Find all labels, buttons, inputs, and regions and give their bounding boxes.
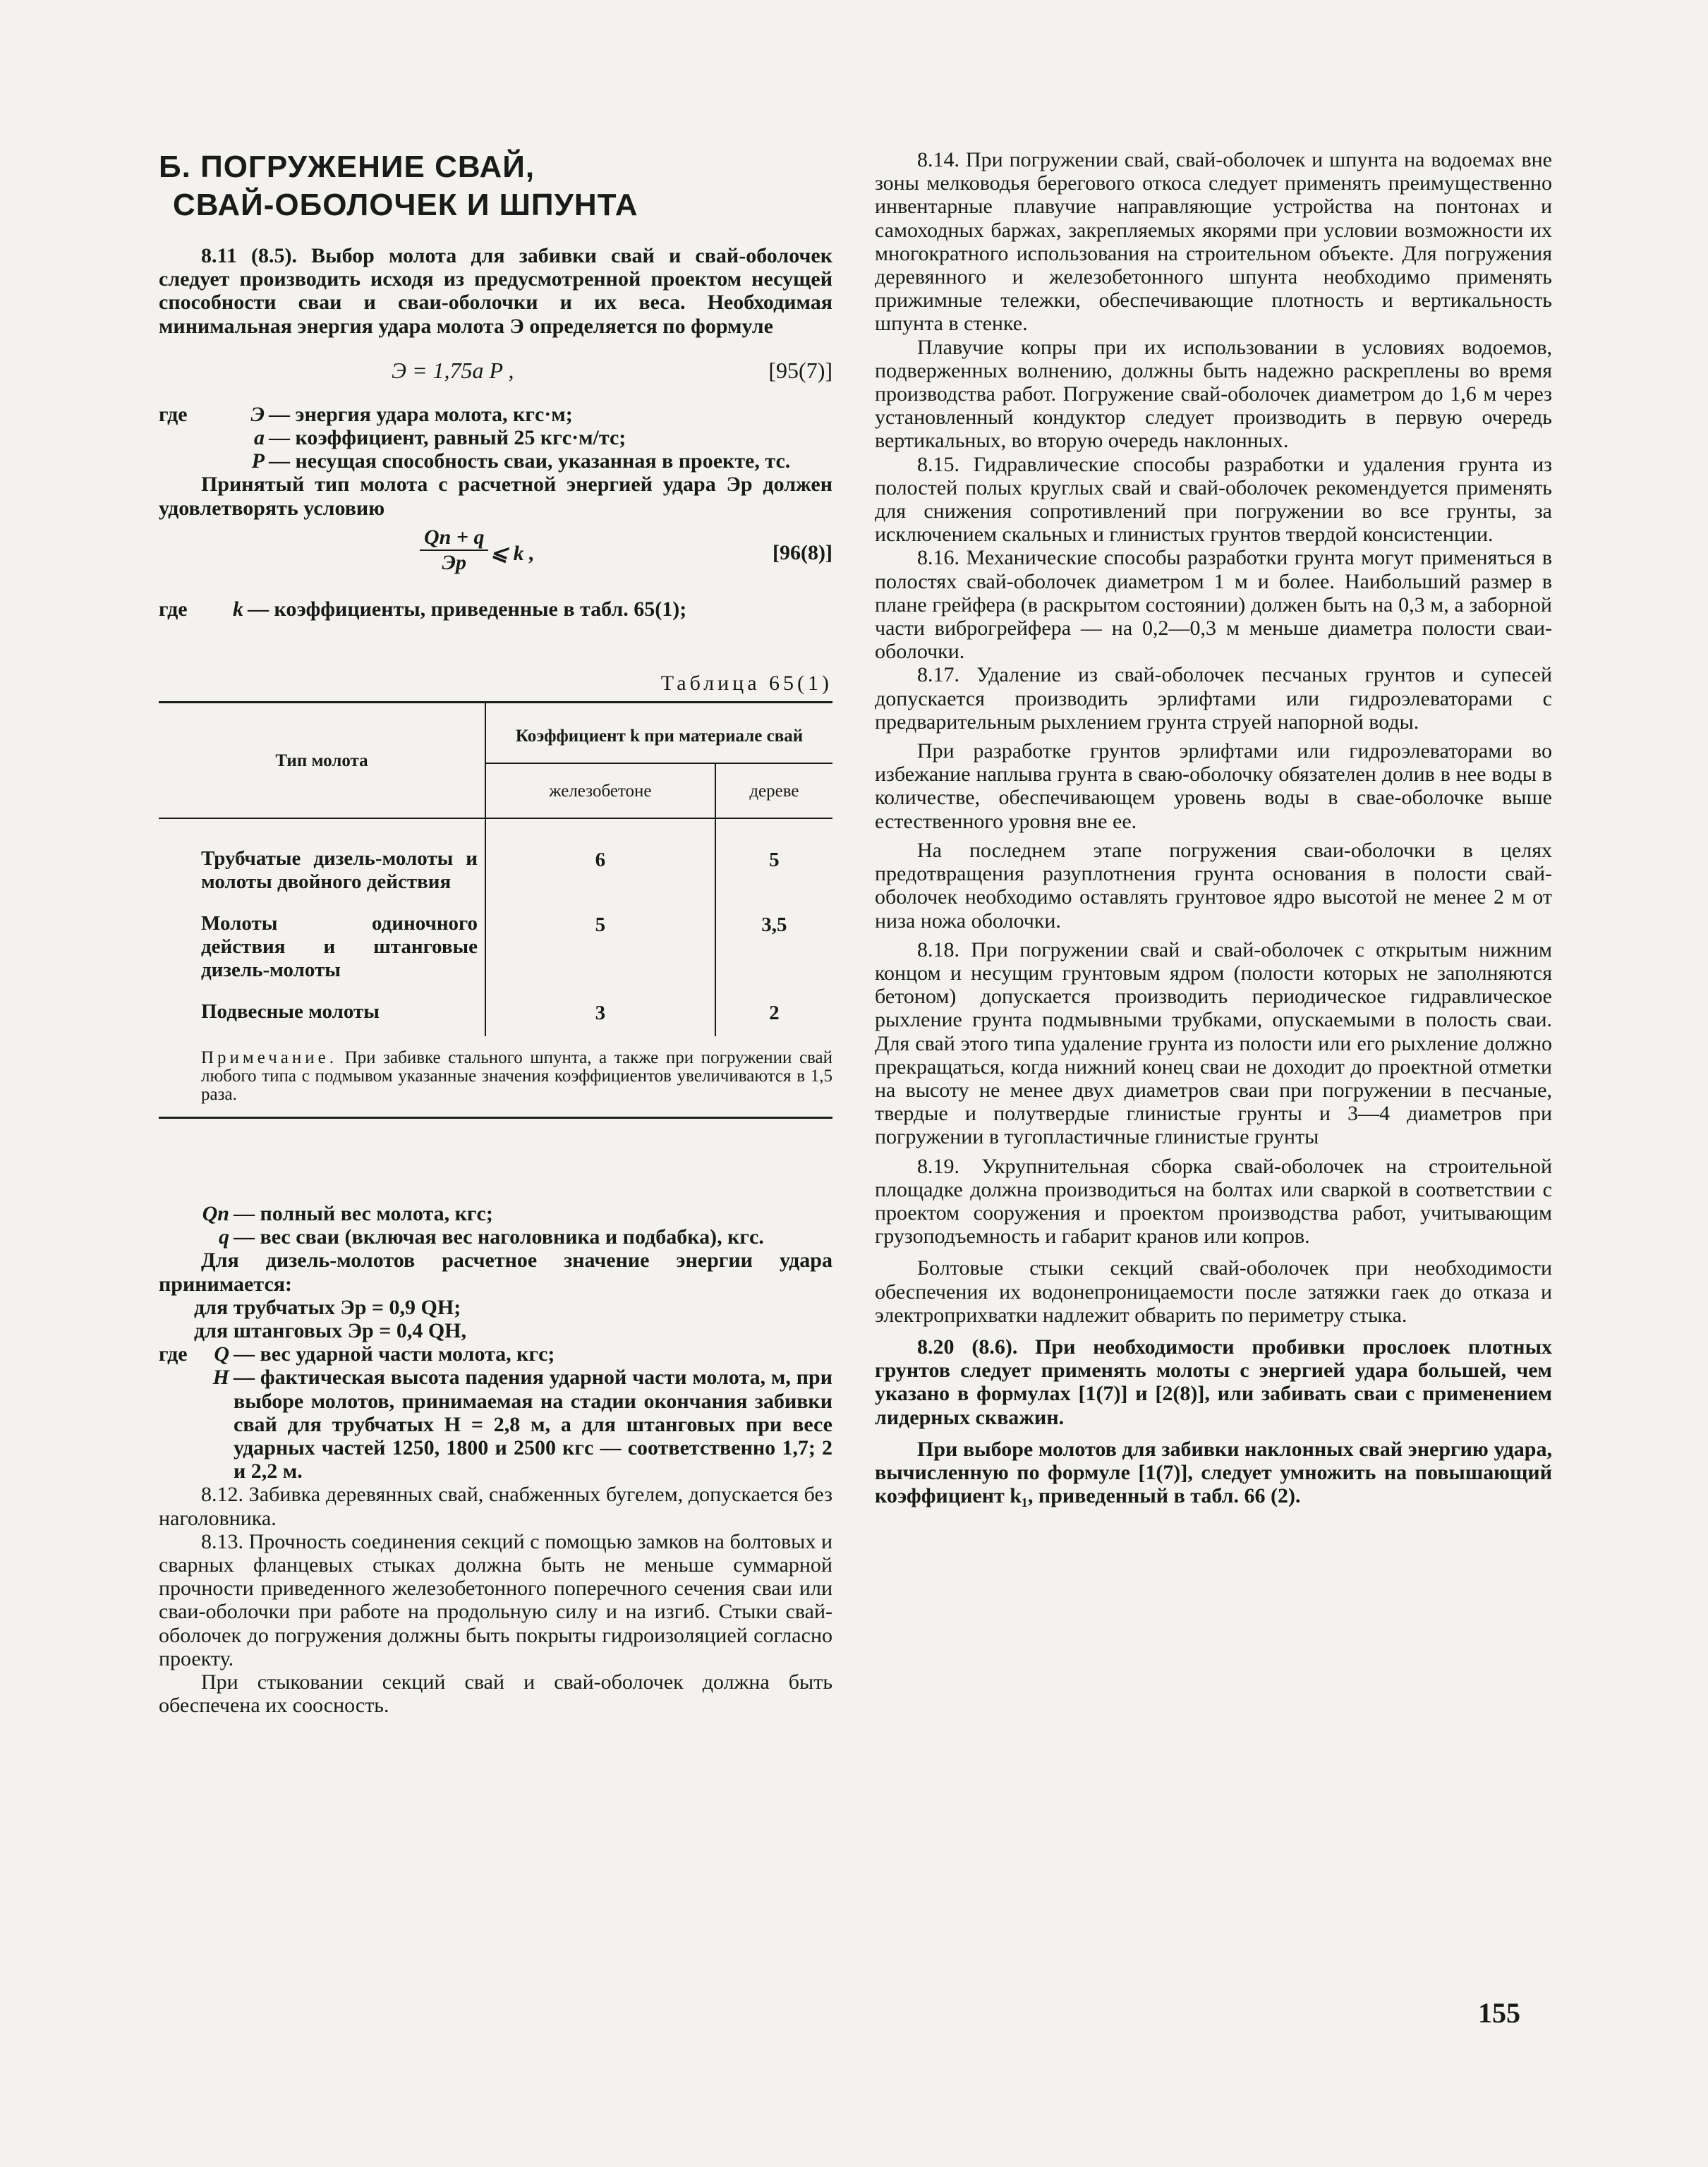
- definition-item: Qп — полный вес молота, кгс;: [202, 1202, 493, 1226]
- formula-95-number: [95(7)]: [768, 357, 832, 383]
- paragraph-8-11: 8.11 (8.5). Выбор молота для забивки свай и свай-оболочек следует производить исходя из предусмотренной проектом несущей способности сваи и сваи-оболочки и их веса. Необходимая минимальная энергия удара молота Э определяется по формуле: [159, 244, 832, 338]
- formula-95-expression: Э = 1,75a P ,: [392, 357, 514, 383]
- formula-96-denominator: Эр: [442, 550, 466, 574]
- paragraph-8-14: 8.14. При погружении свай, свай-оболочек и шпунта на водоемах вне зоны мелководья берегового откоса следует применять преимущественно инвентарные плавучие направляющие устройства на понтонах и самоходных баржах, закрепляемых якорями при условии возможности их многократного использования на строительном объекте. Для погружения деревянного и железобетонного шпунта необходимо применять прижимные тележки, обеспечивающие плотность и вертикальность шпунта в стенке.: [875, 148, 1552, 336]
- paragraph-8-13-continued: При стыковании секций свай и свай-оболочек должна быть обеспечена их соосность.: [159, 1670, 832, 1718]
- paragraph-8-19-continued: Болтовые стыки секций свай-оболочек при необходимости обеспечения их водонепроницаемости после затяжки гаек до отказа и электроприхватки надлежит обварить по периметру стыка.: [875, 1256, 1552, 1327]
- table-cell-concrete: 6: [485, 818, 715, 906]
- table-row: [159, 906, 832, 995]
- table-note-text: При забивке стального шпунта, а также при погружении свай любого типа с подмывом указанные значения коэффициентов увеличиваются в 1,5 раза.: [201, 1048, 833, 1105]
- heading-line-2: СВАЙ-ОБОЛОЧЕК И ШПУНТА: [173, 188, 638, 222]
- definition-item: q — вес сваи (включая вес наголовника и подбабка), кгс.: [219, 1225, 764, 1249]
- paragraph-8-13: 8.13. Прочность соединения секций с помощью замков на болтовых и сварных фланцевых стыках должна быть не меньше суммарной прочности приведенного железобетонного поперечного сечения сваи или сваи-оболочки при работе на продольную силу и на изгиб. Стыки свай-оболочек до погружения должны быть покрыты гидроизоляцией согласно проекту.: [159, 1529, 832, 1670]
- paragraph-diesel: Для дизель-молотов расчетное значение энергии удара принимается:: [159, 1249, 832, 1296]
- heading-line-1: Б. ПОГРУЖЕНИЕ СВАЙ,: [159, 150, 535, 184]
- table-65: [159, 701, 832, 1036]
- table-cell-type: Подвесные молоты: [201, 1000, 380, 1024]
- table-cell-wood: 3,5: [715, 906, 832, 995]
- paragraph-8-16: 8.16. Механические способы разработки грунта могут применяться в полостях свай-оболочек диаметром 1 м и более. Наибольший размер в плане грейфера (в раскрытом состоянии) должен быть на 0,3 м, а заборной части виброгрейфера — на 0,2—0,3 м меньше диаметра полости сваи-оболочки.: [875, 546, 1552, 664]
- paragraph-8-17: 8.17. Удаление из свай-оболочек песчаных грунтов и супесей допускается производить эрлифтами или гидроэлеваторами с предварительным рыхлением грунта струей напорной воды.: [875, 663, 1552, 734]
- paragraph-8-17-last: На последнем этапе погружения сваи-оболочки в целях предотвращения разуплотнения грунта основания в полости свай-оболочек необходимо оставлять грунтовое ядро высотой не менее 2 м от низа ножа оболочки.: [875, 838, 1552, 933]
- definition-item: где Q — вес ударной части молота, кгс;: [159, 1342, 555, 1366]
- definition-item: a — коэффициент, равный 25 кгс·м/тс;: [254, 426, 626, 450]
- definition-item: H — фактическая высота падения ударной части молота, м, при выборе молотов, принимаемая на стадии окончания забивки свай для трубчатых H = 2,8 м, а для штанговых при весе ударных частей 1250, 1800 и 2500 кгс — соответственно 1,7; 2 и 2,2 м.: [212, 1366, 832, 1483]
- table-cell-wood: 5: [715, 818, 832, 906]
- table-cell-type: Молоты одиночного действия и штанговые дизель-молоты: [201, 912, 478, 982]
- paragraph-accepted-type: Принятый тип молота с расчетной энергией удара Эр должен удовлетворять условию: [159, 473, 832, 520]
- table-row: [159, 818, 832, 906]
- table-caption: Таблица 65(1): [660, 672, 832, 696]
- formula-rod: для штанговых Эр = 0,4 QH,: [194, 1319, 467, 1343]
- formula-96-numerator: Qп + q: [420, 526, 488, 551]
- table-cell-type: Трубчатые дизель-молоты и молоты двойного действия: [201, 847, 478, 894]
- paragraph-8-20: 8.20 (8.6). При необходимости пробивки прослоек плотных грунтов следует применять молоты с энергией удара большей, чем указано в формулах [1(7)] и [2(8)], или забивать сваи с применением лидерных скважин.: [875, 1335, 1552, 1429]
- paragraph-8-17-continued: При разработке грунтов эрлифтами или гидроэлеваторами во избежание наплыва грунта в сваю-оболочку обязателен долив в нее воды в количестве, обеспечивающем уровень воды в свае-оболочке выше естественного уровня вне ее.: [875, 739, 1552, 833]
- definitions-1: [159, 403, 832, 473]
- formula-96-rest: ⩽ k ,: [490, 541, 535, 565]
- table-cell-concrete: 3: [485, 995, 715, 1036]
- definition-item: P — несущая способность сваи, указанная в проекте, тс.: [251, 449, 791, 473]
- paragraph-8-12: 8.12. Забивка деревянных свай, снабженных бугелем, допускается без наголовника.: [159, 1483, 832, 1530]
- table-header-coefficient: Коэффициент k при материале свай: [485, 703, 832, 764]
- right-column: [875, 148, 1552, 1507]
- table-header-concrete: железобетоне: [485, 763, 715, 818]
- section-heading: [159, 148, 832, 224]
- formula-95: [159, 351, 832, 390]
- definition-k: где k — коэффициенты, приведенные в табл. 65(1);: [159, 597, 687, 621]
- paragraph-8-20-continued: При выборе молотов для забивки наклонных свай энергию удара, вычисленную по формуле [1(7)], следует умножить на повышающий коэффициент k₁, приведенный в табл. 66 (2).: [875, 1437, 1552, 1508]
- table-cell-wood: 2: [715, 995, 832, 1036]
- formula-96: [159, 520, 832, 597]
- formula-96-number: [96(8)]: [773, 540, 832, 564]
- left-column: [159, 148, 832, 1718]
- page-number: 155: [1478, 1997, 1520, 2029]
- table-header-type: Тип молота: [159, 703, 485, 819]
- formula-96-fraction: [420, 526, 488, 575]
- paragraph-8-15: 8.15. Гидравлические способы разработки и удаления грунта из полостей полых круглых свай и свай-оболочек рекомендуется применять для снижения сопротивлений при погружении во все грунты, за исключением скальных и глинистых грунтов твердой консистенции.: [875, 452, 1552, 547]
- paragraph-8-19: 8.19. Укрупнительная сборка свай-оболочек на строительной площадке должна производиться на болтах или сваркой в соответствии с проектом сооружения и проектом производства работ, учитывающим грузоподъемность и габарит кранов или копров.: [875, 1154, 1552, 1249]
- paragraph-8-14-continued: Плавучие копры при их использовании в условиях водоемов, подверженных волнению, должны быть надежно раскреплены во время производства работ. Погружение свай-оболочек диаметром до 1,6 м через установленный кондуктор следует производить в первую очередь вертикальных, во вторую очередь наклонных.: [875, 335, 1552, 453]
- table-cell-concrete: 5: [485, 906, 715, 995]
- paragraph-8-18: 8.18. При погружении свай и свай-оболочек с открытым нижним концом и несущим грунтовым ядром (полости которых не заполняются бетоном) допускается производить периодическое гидравлическое рыхление грунта подмывными трубками, опускаемыми в полость сваи. Для свай этого типа удаление грунта из полости или его рыхление должно прекращаться, когда нижний конец сваи не доходит до проектной отметки на высоту не менее двух диаметров сваи при погружении в песчаные, твердые и полутвердые глинистые грунты и 3—4 диаметров при погружении в тугопластичные глинистые грунты: [875, 937, 1552, 1149]
- definitions-3: [159, 1342, 832, 1483]
- table-note-label: Примечание.: [201, 1048, 338, 1068]
- definition-item: где Э — энергия удара молота, кгс·м;: [159, 402, 573, 426]
- table-note: [159, 1036, 832, 1119]
- table-header-wood: дереве: [715, 763, 832, 818]
- definitions-2: [159, 1202, 832, 1249]
- formula-tubular: для трубчатых Эр = 0,9 QH;: [194, 1295, 461, 1319]
- table-row: [159, 995, 832, 1036]
